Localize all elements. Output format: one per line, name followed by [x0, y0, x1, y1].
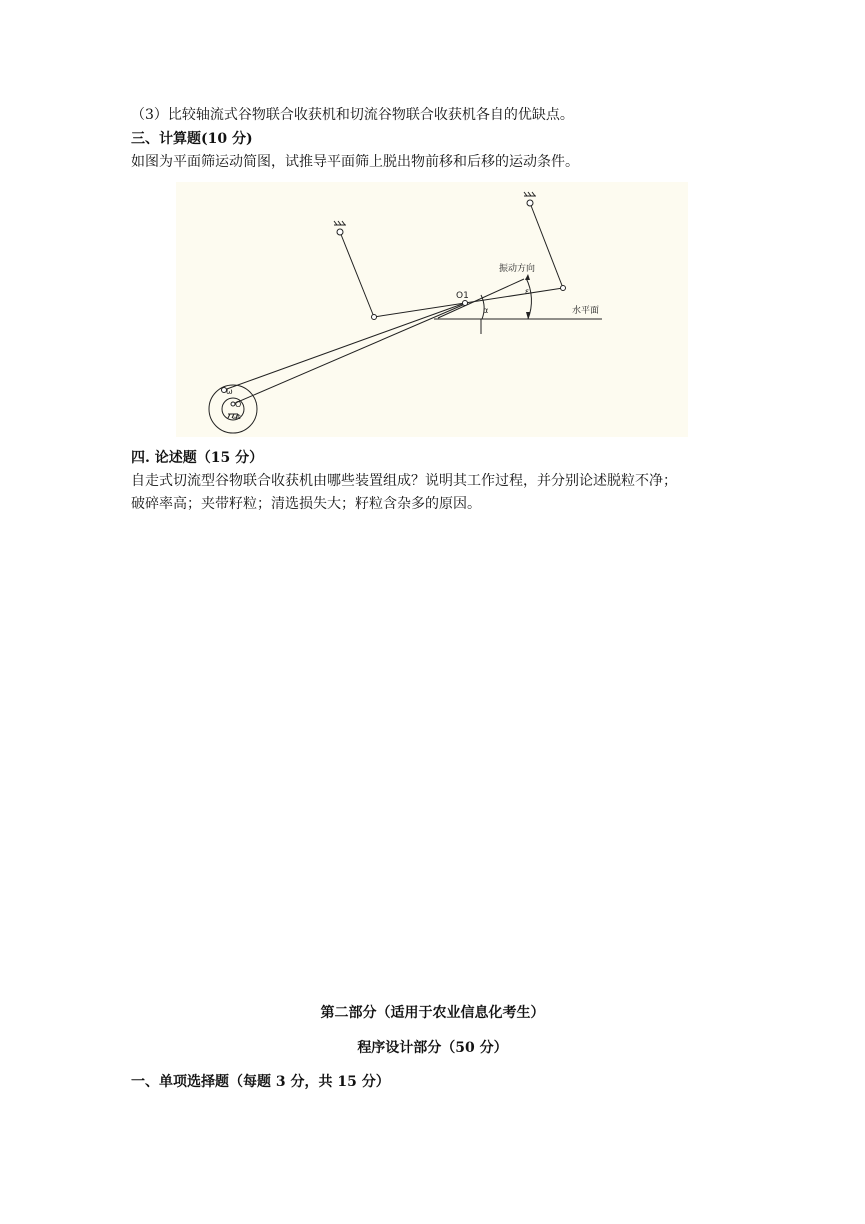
left-ground-symbol [334, 221, 346, 225]
section-4-text-line-1: 自走式切流型谷物联合收获机由哪些装置组成？说明其工作过程，并分别论述脱粒不净； [131, 473, 677, 489]
epsilon-label: ε [525, 287, 530, 296]
o1-joint [463, 301, 468, 306]
question-3-text: （3）比较轴流式谷物联合收获机和切流谷物联合收获机各自的优缺点。 [131, 107, 574, 123]
left-sieve-joint [372, 315, 377, 320]
connecting-rod-upper [224, 303, 465, 390]
diagram-svg [176, 182, 688, 437]
section-4-text-line-2: 破碎率高；夹带籽粒；清选损失大；籽粒含杂多的原因。 [131, 496, 481, 512]
wt-label: ωt [232, 413, 241, 421]
o-label: O [235, 400, 242, 409]
part-two-subheading: 程序设计部分（50 分） [357, 1040, 508, 1056]
right-sieve-joint [561, 286, 566, 291]
vibration-direction-line [438, 279, 524, 318]
alpha-label: α [483, 306, 489, 315]
section-3-question: 如图为平面筛运动简图，试推导平面筛上脱出物前移和后移的运动条件。 [131, 154, 579, 170]
part-two-section-1-title: 一、单项选择题（每题 3 分，共 15 分） [131, 1074, 390, 1090]
left-fixed-pivot [337, 229, 343, 235]
horizontal-plane-label: 水平面 [572, 306, 600, 316]
flat-sieve-motion-diagram [176, 182, 688, 437]
left-hanger-rod [340, 232, 374, 317]
right-fixed-pivot [527, 200, 533, 206]
vibration-direction-label: 振动方向 [499, 264, 536, 274]
connecting-rod-lower [233, 304, 465, 404]
right-ground-symbol [524, 192, 536, 196]
part-two-heading: 第二部分（适用于农业信息化考生） [320, 1005, 545, 1021]
section-4-title: 四. 论述题（15 分） [131, 450, 264, 466]
right-hanger-rod [530, 203, 563, 288]
o1-label: O1 [456, 291, 469, 301]
epsilon-arrow-top [525, 274, 530, 280]
omega-label: ω [226, 387, 233, 396]
section-3-title: 三、计算题(10 分) [131, 131, 253, 147]
crank-outer-circle [209, 385, 257, 433]
